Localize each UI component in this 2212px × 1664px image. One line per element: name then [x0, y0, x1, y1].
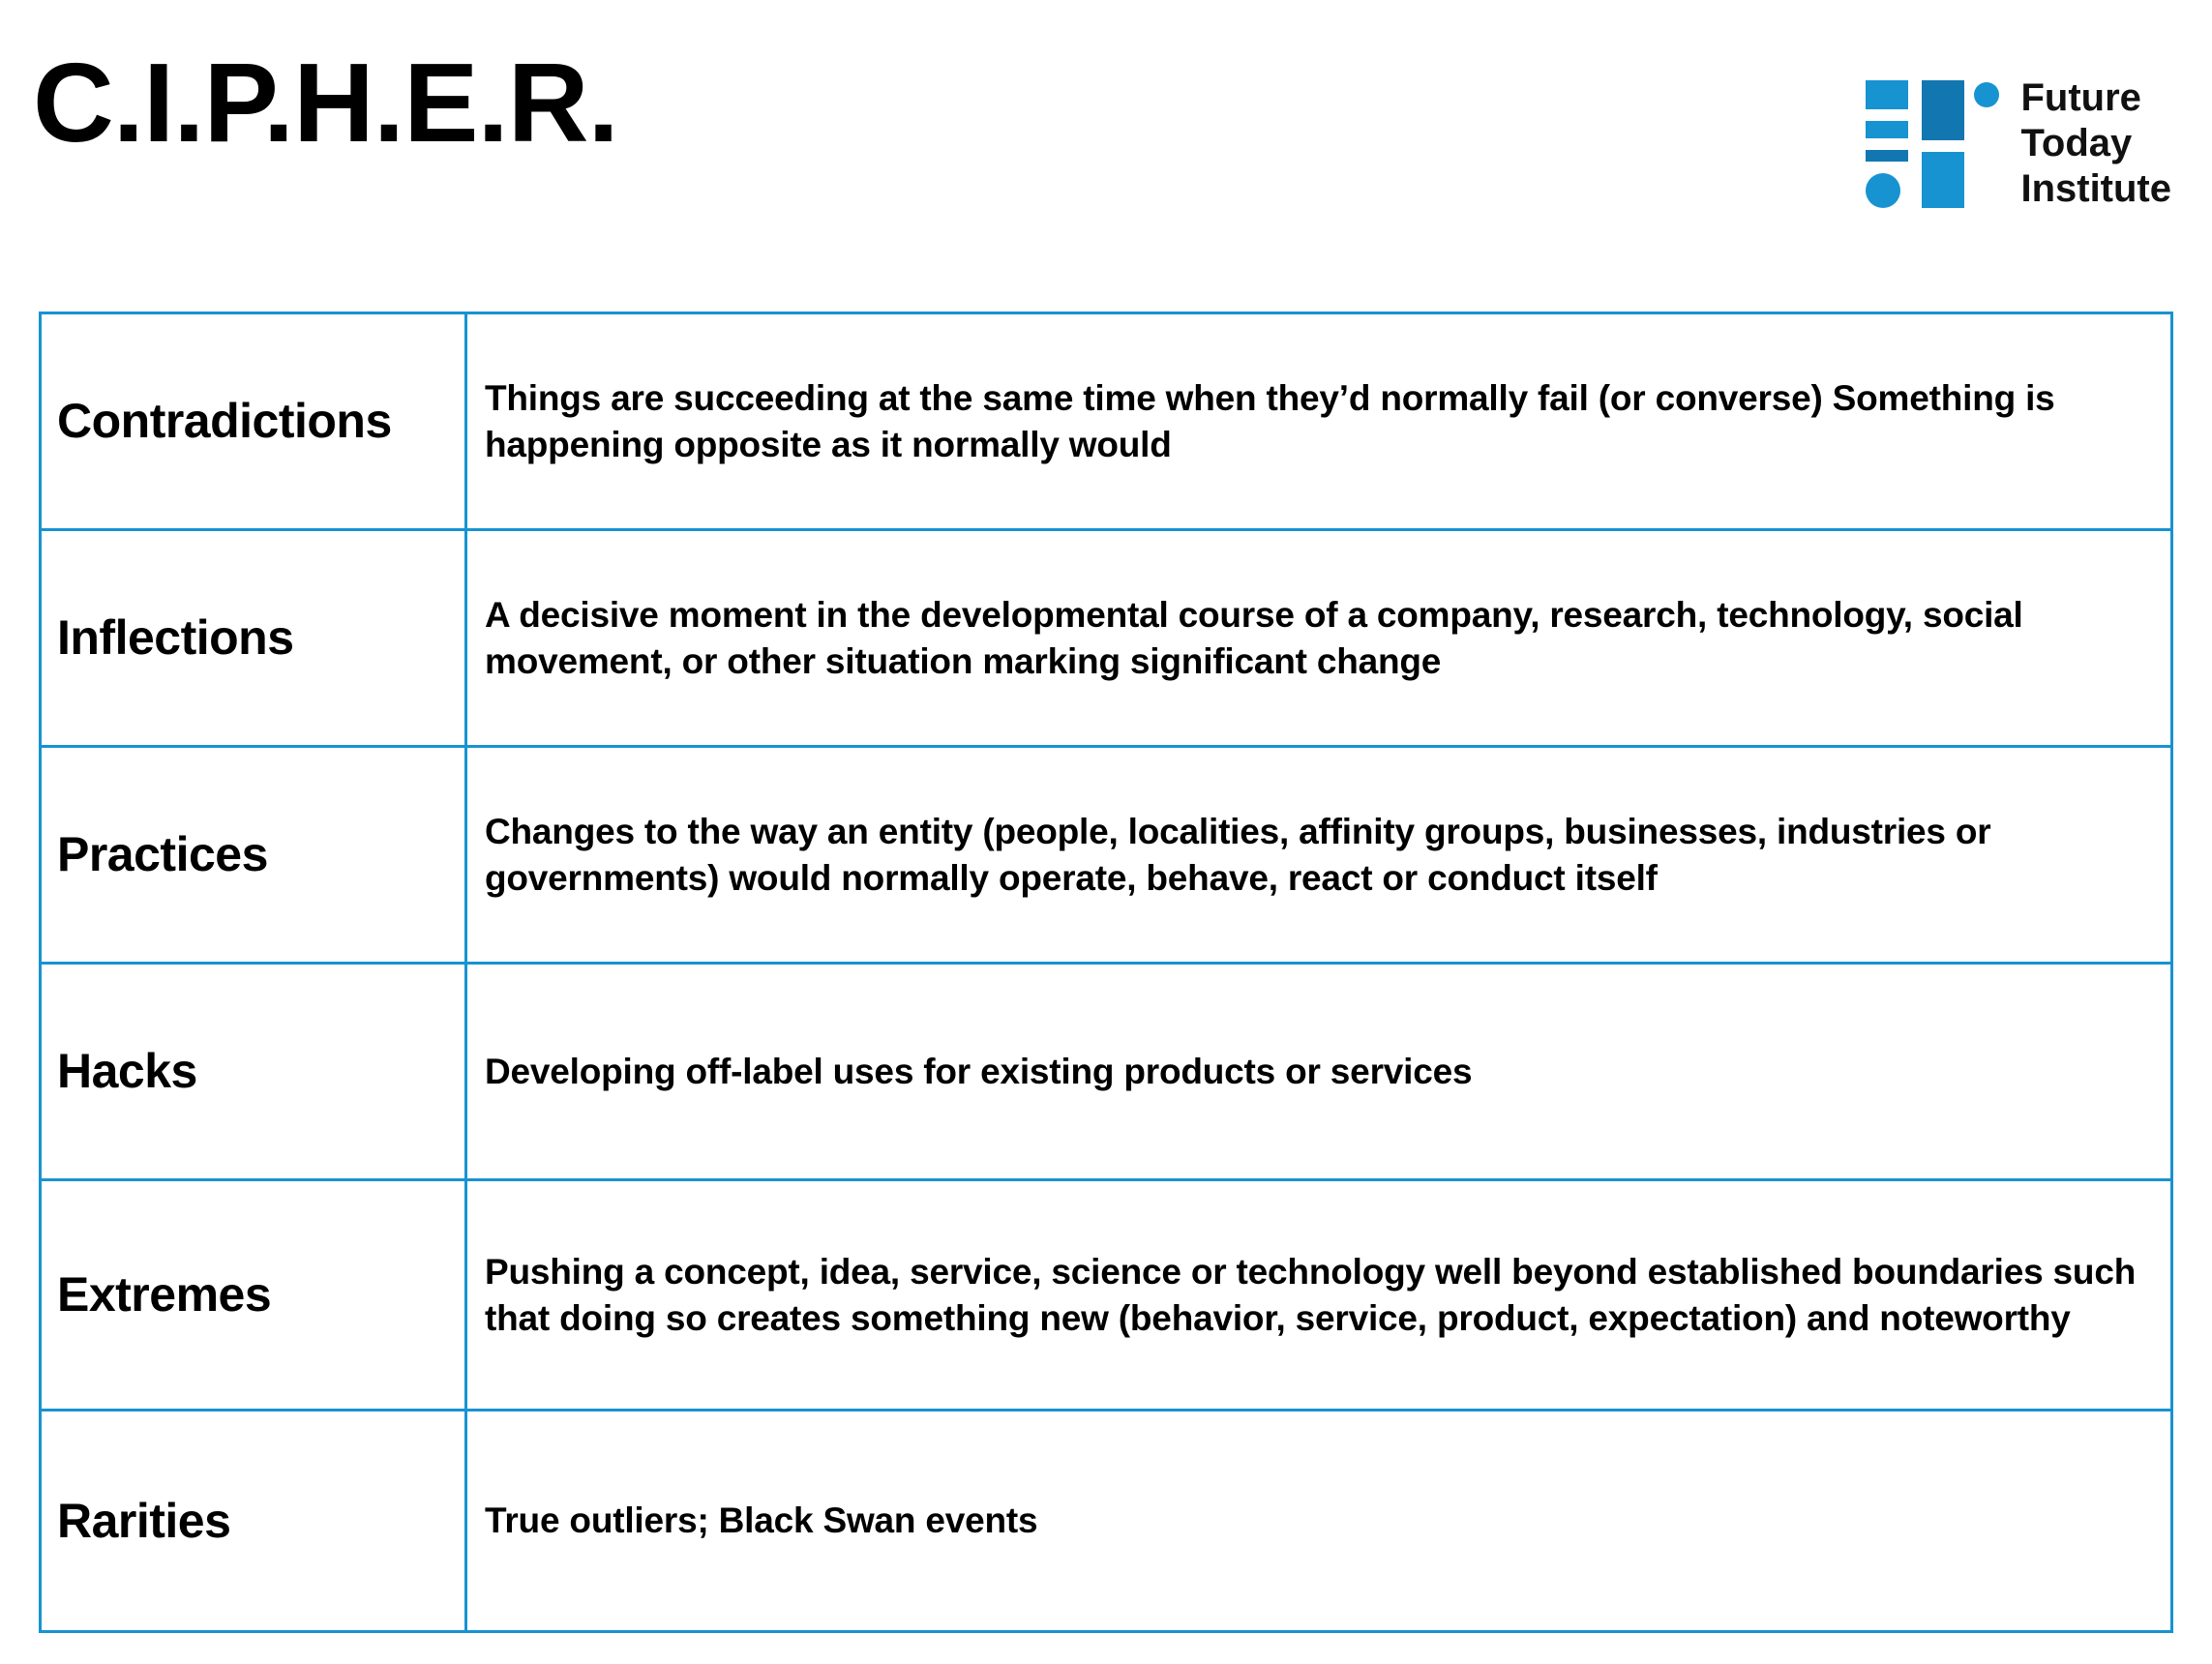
definition-text: Things are succeeding at the same time when they’d normally fail (or converse) Something is happening opposite as it normally would: [485, 378, 2055, 464]
definition-text: Developing off-label uses for existing products or services: [485, 1051, 1473, 1091]
table-cell-definition: [467, 965, 2170, 1178]
table-row: [42, 1411, 2170, 1630]
logo-block: [1866, 75, 2171, 213]
term-label: Practices: [57, 827, 268, 882]
cipher-table: [39, 312, 2173, 1633]
logo-line-2: Today: [2020, 122, 2133, 165]
term-label: Extremes: [57, 1267, 272, 1322]
table-row: [42, 748, 2170, 965]
table-row: [42, 531, 2170, 748]
table-cell-term: [42, 314, 467, 528]
logo-line-1: Future: [2020, 76, 2141, 119]
table-cell-definition: [467, 1411, 2170, 1630]
page-title: C.I.P.H.E.R.: [33, 40, 618, 165]
term-label: Hacks: [57, 1044, 197, 1099]
table-cell-definition: [467, 1181, 2170, 1409]
definition-text: Pushing a concept, idea, service, science or technology well beyond established boundaries such that doing so creates something new (behavior, service, product, expectation) and noteworthy: [485, 1252, 2137, 1338]
table-cell-term: [42, 531, 467, 745]
header: [0, 0, 2212, 281]
term-label: Rarities: [57, 1493, 231, 1548]
term-label: Inflections: [57, 610, 294, 666]
logo-wordmark: [2020, 75, 2171, 213]
table-cell-term: [42, 965, 467, 1178]
table-row: [42, 314, 2170, 531]
table-row: [42, 1181, 2170, 1411]
table-cell-definition: [467, 748, 2170, 962]
definition-text: A decisive moment in the developmental course of a company, research, technology, social movement, or other situation marking significant change: [485, 595, 2023, 681]
definition-text: True outliers; Black Swan events: [485, 1501, 1038, 1541]
table-cell-term: [42, 1411, 467, 1630]
logo-line-3: Institute: [2020, 167, 2171, 211]
table-cell-term: [42, 1181, 467, 1409]
definition-text: Changes to the way an entity (people, localities, affinity groups, businesses, industries or governments) would normally operate, behave, react or conduct itself: [485, 812, 1991, 898]
term-label: Contradictions: [57, 394, 392, 449]
future-today-institute-logo-icon: [1866, 80, 1999, 208]
table-cell-definition: [467, 314, 2170, 528]
table-row: [42, 965, 2170, 1181]
table-cell-definition: [467, 531, 2170, 745]
table-cell-term: [42, 748, 467, 962]
